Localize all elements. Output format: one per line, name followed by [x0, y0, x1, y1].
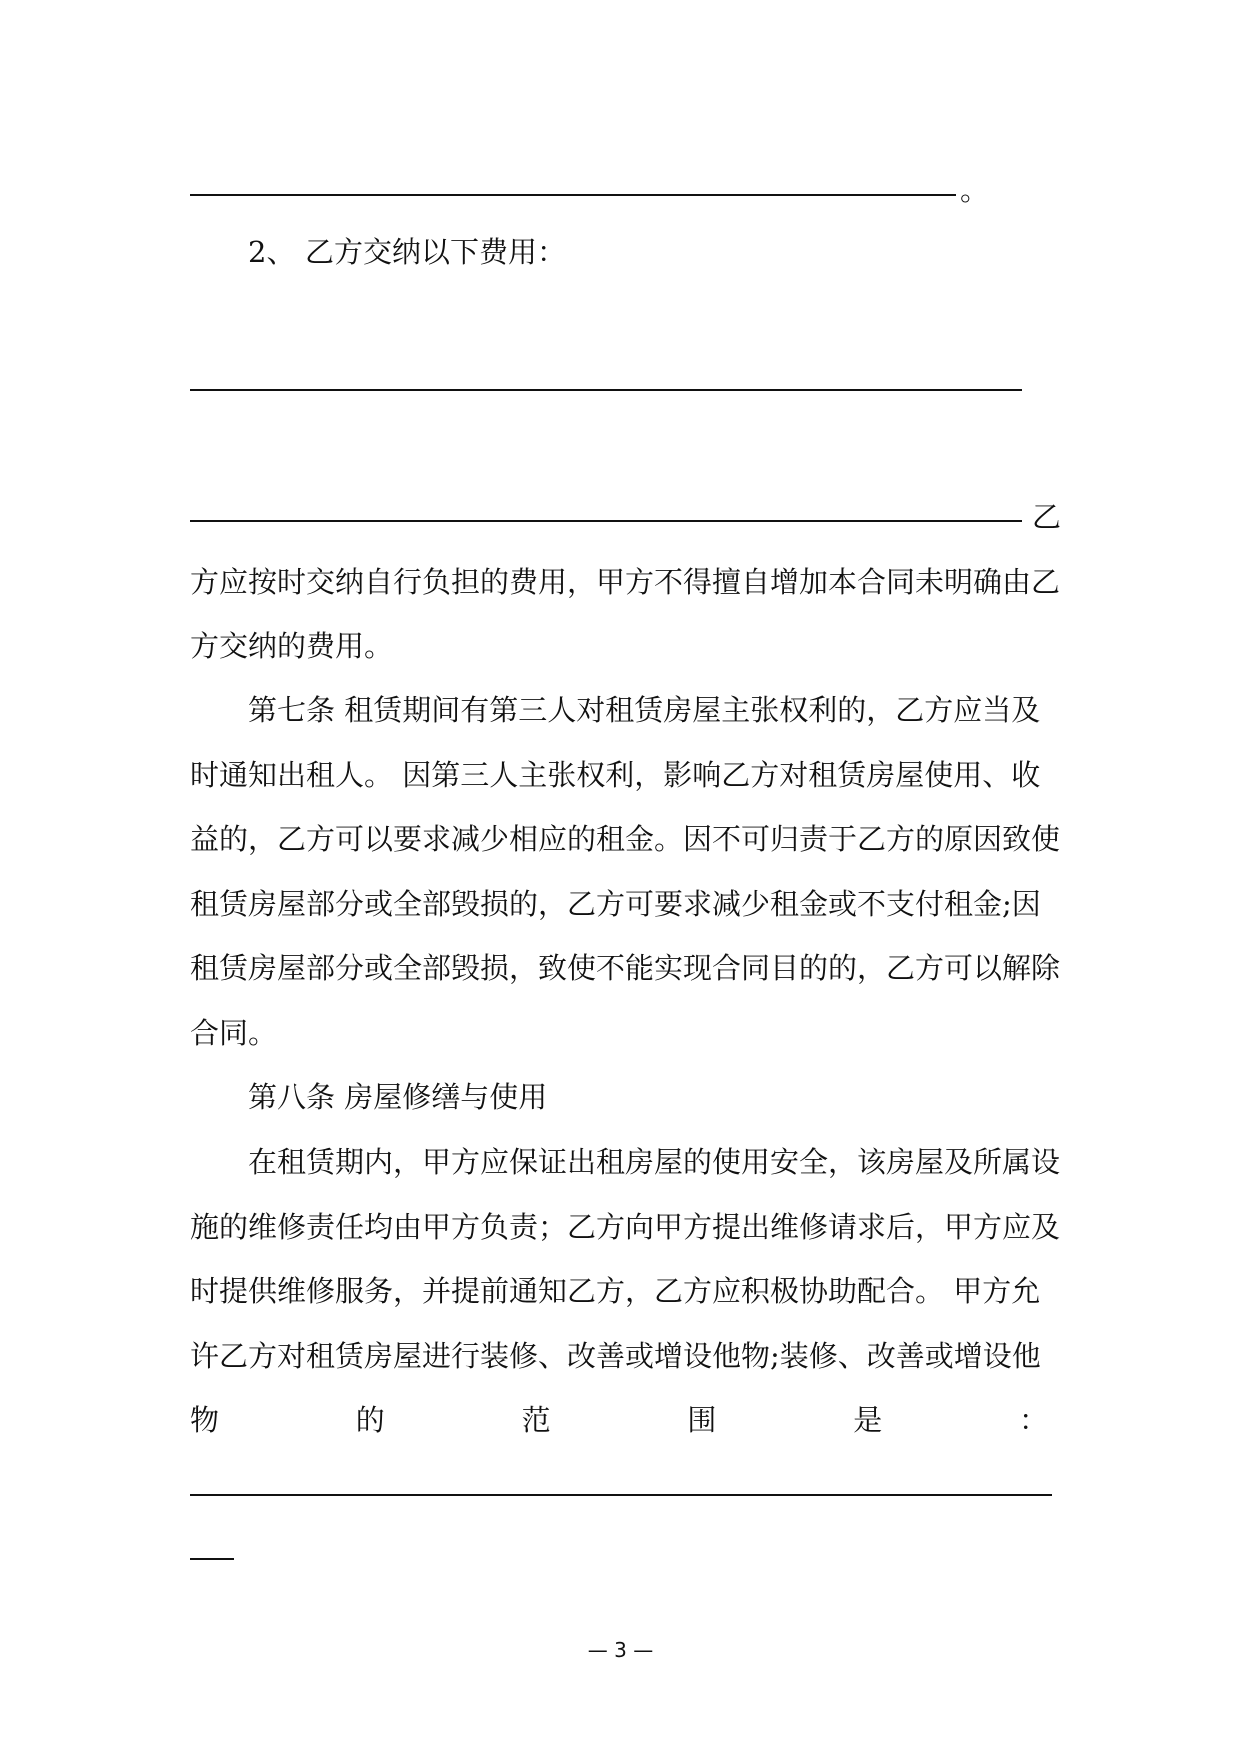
- item-number: 2、: [248, 235, 296, 269]
- spread-char: 是: [853, 1403, 883, 1437]
- spread-char: 范: [521, 1403, 551, 1437]
- page-number: — 3 —: [587, 1638, 654, 1662]
- article-7-line: 租赁房屋部分或全部毁损的，乙方可要求减少租金或不支付租金;因: [190, 887, 1041, 921]
- blank-line: [190, 389, 1022, 391]
- spread-char: 物: [190, 1403, 220, 1437]
- spread-char: 的: [355, 1403, 385, 1437]
- article-8-line: 在租赁期内，甲方应保证出租房屋的使用安全，该房屋及所属设: [248, 1145, 1061, 1179]
- article-7-line: 时通知出租人。 因第三人主张权利，影响乙方对租赁房屋使用、收: [190, 758, 1041, 792]
- paragraph-line: 方应按时交纳自行负担的费用，甲方不得擅自增加本合同未明确由乙: [190, 565, 1061, 599]
- article-7-line: 合同。: [190, 1016, 278, 1050]
- article-7-line: 第七条 租赁期间有第三人对租赁房屋主张权利的，乙方应当及: [248, 693, 1041, 727]
- article-7-line: 益的，乙方可以要求减少相应的租金。因不可归责于乙方的原因致使: [190, 822, 1061, 856]
- article-8-line: 时提供维修服务，并提前通知乙方，乙方应积极协助配合。 甲方允: [190, 1274, 1041, 1308]
- blank-line-trailing-text: 乙: [1032, 500, 1062, 534]
- spread-char: 围: [687, 1403, 717, 1437]
- justified-line: [190, 1400, 1048, 1440]
- article-8-line: 施的维修责任均由甲方负责；乙方向甲方提出维修请求后，甲方应及: [190, 1210, 1061, 1244]
- blank-line: [190, 520, 1022, 522]
- spread-char: ：: [1018, 1403, 1048, 1437]
- article-7-line: 租赁房屋部分或全部毁损，致使不能实现合同目的的，乙方可以解除: [190, 951, 1061, 985]
- blank-line: [190, 194, 956, 196]
- paragraph-line: 方交纳的费用。: [190, 629, 394, 663]
- article-8-line: 许乙方对租赁房屋进行装修、改善或增设他物;装修、改善或增设他: [190, 1339, 1041, 1373]
- item-text: 乙方交纳以下费用：: [305, 235, 567, 269]
- article-8-title: 第八条 房屋修缮与使用: [248, 1080, 548, 1114]
- blank-line: [190, 1494, 1052, 1496]
- blank-line: [190, 1558, 234, 1560]
- blank-line-period: 。: [960, 173, 990, 207]
